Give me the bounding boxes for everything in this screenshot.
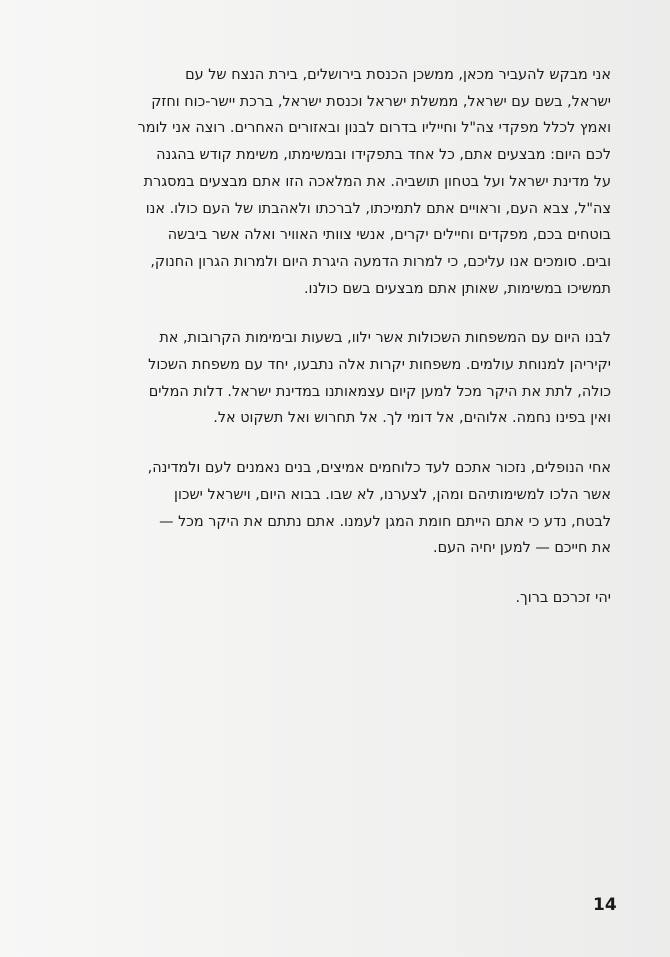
text-line: לכם היום: מבצעים אתם, כל אחד בתפקידו ובמשימתו, משימת קודש בהגנה bbox=[156, 147, 611, 164]
text-line: את חייכם — למען יחיה העם. bbox=[433, 540, 611, 557]
text-line: יקיריהן למנוחת עולמים. משפחות יקרות אלה נתבעו, יחד עם משפחת השכול bbox=[148, 357, 611, 374]
text-line: לבנו היום עם המשפחות השכולות אשר ילוו, בשעות ובימימות הקרובות, את bbox=[159, 330, 611, 347]
text-line: כולה, לתת את היקר מכל למען קיום עצמאותנו במדינת ישראל. דלות המלים bbox=[148, 383, 611, 400]
text-line: תמשיכו במשימות, שאותן אתם מבצעים בשם כולנו. bbox=[303, 280, 611, 297]
text-line: ואין בפינו נחמה. אלוהים, אל דומי לך. אל תחרוש ואל תשקוט אל. bbox=[213, 410, 611, 427]
text-line: לבטח, נדע כי אתם הייתם חומת המגן לעמנו. אתם נתתם את היקר מכל — bbox=[159, 513, 611, 530]
text-line: אחי הנופלים, נזכור אתכם לעד כלוחמים אמיצים, בנים נאמנים לעם ולמדינה, bbox=[147, 460, 611, 477]
paragraph-1 bbox=[56, 62, 611, 302]
text-line: ובים. סומכים אנו עליכם, כי למרות הדמעה היגרת היום ולמרות הגרון החנוק, bbox=[150, 253, 611, 270]
paragraph-3 bbox=[56, 455, 611, 562]
text-line: ישראל, בשם עם ישראל, ממשלת ישראל וכנסת ישראל, ברכת יישר-כוח וחזק bbox=[151, 93, 611, 110]
text-line: יהי זכרכם ברוך. bbox=[515, 589, 611, 606]
paragraph-2 bbox=[56, 325, 611, 432]
text-line: אשר הלכו למשימותיהם ומהן, לצערנו, לא שבו. בבוא היום, וישראל ישכון bbox=[174, 486, 611, 503]
text-line: אני מבקש להעביר מכאן, ממשכן הכנסת בירושלים, בירת הנצח של עם bbox=[185, 67, 611, 83]
text-line: על מדינת ישראל ועל בטחון תושביה. את המלאכה הזו אתם מבצעים במסגרת bbox=[143, 173, 611, 190]
text-line: צה"ל, צבא העם, וראויים אתם לתמיכתו, לברכתו ולאהבתו של העם כולו. אנו bbox=[145, 200, 611, 217]
speech-text bbox=[56, 62, 611, 635]
text-line: בוטחים בכם, מפקדים וחיילים יקרים, אנשי צוותי האוויר ואלה אשר ביבשה bbox=[167, 227, 611, 244]
text-line: ואמץ לכלל מפקדי צה"ל וחייליו בדרום לבנון ובאזורים האחרים. רוצה אני לומר bbox=[137, 120, 611, 137]
page-number: 14 bbox=[593, 895, 617, 915]
closing-line bbox=[56, 585, 611, 612]
